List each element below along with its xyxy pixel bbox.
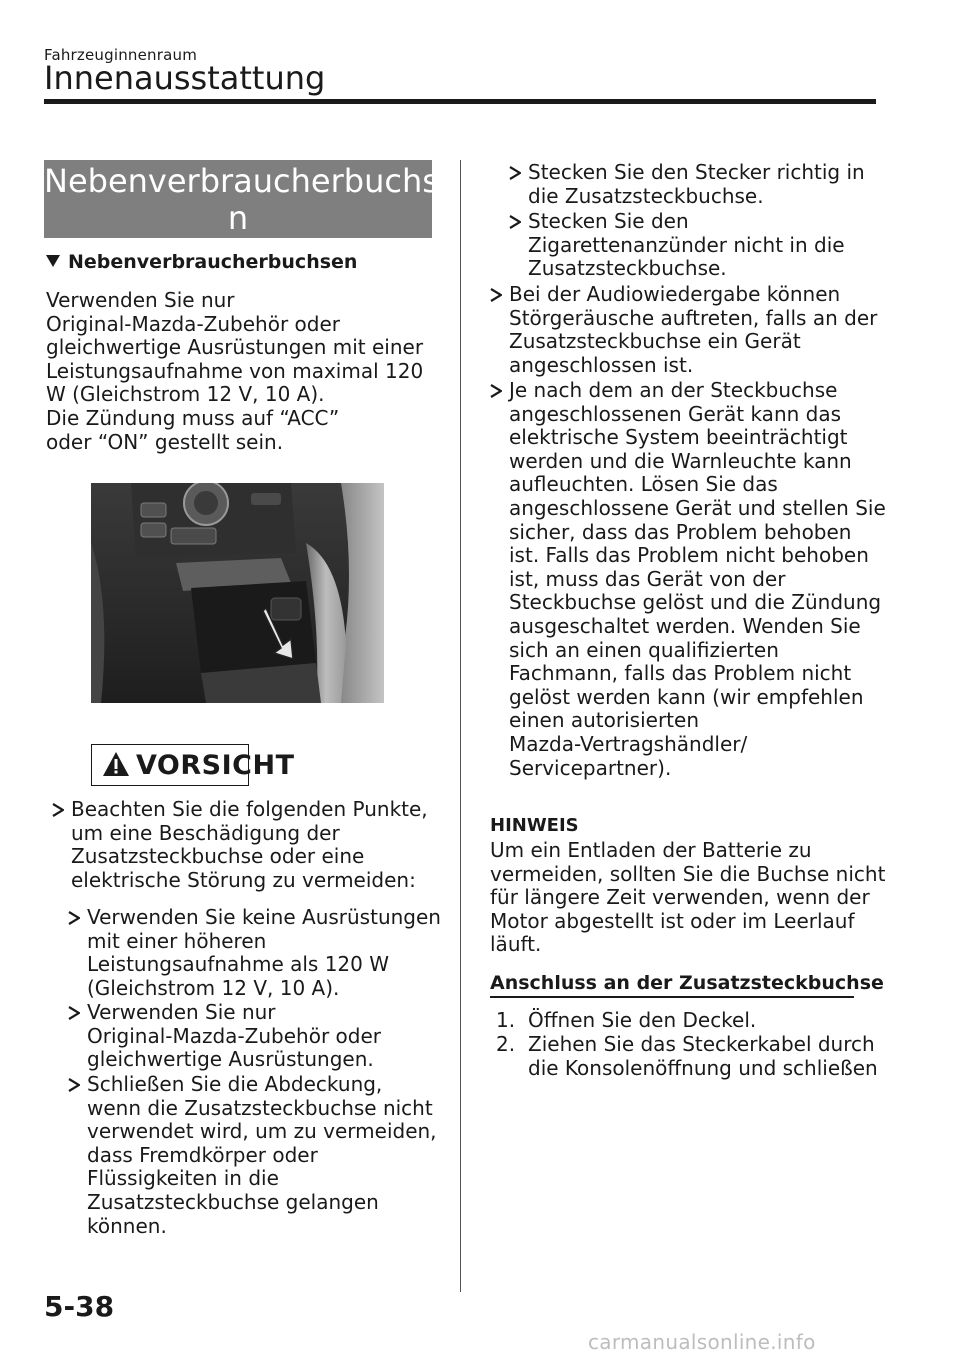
bullet-line: ist. Falls das Problem nicht behoben — [509, 543, 869, 568]
step-2 — [496, 1033, 878, 1080]
bullet-line: Servicepartner). — [509, 755, 672, 780]
intro-paragraph — [46, 289, 423, 454]
step-number: 1. — [496, 1008, 516, 1032]
arrow-bullet-icon — [68, 1001, 86, 1020]
bullet-line: Zusatzsteckbuchse oder eine — [71, 844, 365, 869]
step-number: 2. — [496, 1032, 516, 1056]
caution-bullet-main — [52, 798, 428, 892]
bullet-line: angeschlossenen Gerät kann das — [509, 401, 842, 426]
note-line: Motor abgestellt ist oder im Leerlauf — [490, 908, 855, 933]
chapter-label: Fahrzeuginnenraum — [44, 46, 198, 64]
subsection-heading: Anschluss an der Zusatzsteckbuchse — [490, 972, 884, 994]
bullet-line: mit einer höheren — [87, 928, 267, 953]
bullet-line: Flüssigkeiten in die — [87, 1166, 279, 1191]
bullet-line: gelöst werden kann (wir empfehlen — [509, 684, 864, 709]
section-title-line-2: n — [227, 199, 249, 237]
bullet-line: angeschlossene Gerät und stellen Sie — [509, 495, 886, 520]
bullet-line: Zusatzsteckbuchse ein Gerät — [509, 329, 801, 354]
step-line: die Konsolenöffnung und schließen — [528, 1055, 878, 1080]
subheading-text: Nebenverbraucherbuchsen — [68, 251, 358, 273]
intro-line: Leistungsaufnahme von maximal 120 — [46, 358, 424, 383]
bullet-line: angeschlossen ist. — [509, 352, 694, 377]
page-title: Innenausstattung — [44, 59, 326, 97]
bullet-line: Original-Mazda-Zubehör oder — [87, 1023, 381, 1048]
caution-label: VORSICHT — [136, 750, 295, 781]
bullet-line: verwendet wird, um zu vermeiden, — [87, 1119, 437, 1144]
bullet-line: um eine Beschädigung der — [71, 820, 340, 845]
bullet-line: werden und die Warnleuchte kann — [509, 448, 852, 473]
arrow-bullet-icon — [509, 161, 527, 180]
note-label: HINWEIS — [490, 815, 579, 836]
console-illustration — [91, 483, 384, 703]
page-number: 5-38 — [44, 1290, 115, 1323]
bullet-line: Störgeräusche auftreten, falls an der — [509, 305, 878, 330]
bullet-line: wenn die Zusatzsteckbuchse nicht — [87, 1095, 433, 1120]
caution-sub-bullet-2 — [68, 1001, 381, 1072]
intro-line: W (Gleichstrom 12 V, 10 A). — [46, 382, 325, 407]
note-line: für längere Zeit verwenden, wenn der — [490, 885, 870, 910]
bullet-line: Verwenden Sie keine Ausrüstungen — [87, 905, 441, 929]
bullet-line: sich an einen qualifizierten — [509, 637, 779, 662]
triangle-down-icon — [46, 255, 60, 267]
note-line: Um ein Entladen der Batterie zu — [490, 838, 812, 862]
arrow-bullet-icon — [490, 379, 508, 398]
bullet-line: aufleuchten. Lösen Sie das — [509, 472, 778, 497]
step-line: Öffnen Sie den Deckel. — [528, 1008, 757, 1032]
arrow-bullet-icon — [52, 798, 70, 817]
note-line: läuft. — [490, 932, 542, 957]
warning-triangle-icon — [102, 751, 130, 777]
intro-line: Die Zündung muss auf “ACC” — [46, 405, 340, 430]
bullet-line: elektrische Störung zu vermeiden: — [71, 867, 416, 892]
caution-sub-bullet-1 — [68, 906, 441, 1000]
arrow-bullet-icon — [68, 906, 86, 925]
watermark: carmanualsonline.info — [588, 1330, 816, 1354]
arrow-bullet-icon — [490, 283, 508, 302]
bullet-line: gleichwertige Ausrüstungen. — [87, 1047, 374, 1072]
step-line: Ziehen Sie das Steckerkabel durch — [528, 1032, 875, 1056]
arrow-bullet-icon — [68, 1073, 86, 1092]
note-line: vermeiden, sollten Sie die Buchse nicht — [490, 861, 886, 886]
bullet-line: ist, muss das Gerät von der — [509, 566, 786, 591]
bullet-line: Stecken Sie den Stecker richtig in — [528, 160, 865, 184]
bullet-line: dass Fremdkörper oder — [87, 1142, 318, 1167]
bullet-line: elektrische System beeinträchtigt — [509, 425, 848, 450]
bullet-line: Steckbuchse gelöst und die Zündung — [509, 590, 882, 615]
caution-sub-bullet-4 — [509, 161, 865, 208]
subsection-rule — [490, 996, 854, 998]
bullet-line: Mazda-Vertragshändler/ — [509, 731, 748, 756]
caution-sub-bullet-3 — [68, 1073, 437, 1238]
arrow-bullet-icon — [509, 210, 527, 229]
section-title-line-1: Nebenverbraucherbuchse — [44, 162, 459, 200]
bullet-line: Schließen Sie die Abdeckung, — [87, 1072, 383, 1096]
bullet-line: Leistungsaufnahme als 120 W — [87, 952, 390, 977]
caution-bullet-3 — [490, 379, 886, 780]
bullet-line: Je nach dem an der Steckbuchse — [509, 378, 838, 402]
step-1 — [496, 1009, 756, 1033]
bullet-line: (Gleichstrom 12 V, 10 A). — [87, 975, 340, 1000]
section-banner — [44, 160, 459, 238]
bullet-line: einen autorisierten — [509, 708, 699, 733]
bullet-line: Zusatzsteckbuchse gelangen — [87, 1189, 379, 1214]
bullet-line: können. — [87, 1213, 167, 1238]
intro-line: Verwenden Sie nur — [46, 288, 235, 312]
bullet-line: Bei der Audiowiedergabe können — [509, 282, 841, 306]
intro-line: Original-Mazda-Zubehör oder — [46, 311, 340, 336]
intro-line: oder “ON” gestellt sein. — [46, 429, 284, 454]
bullet-line: die Zusatzsteckbuchse. — [528, 183, 764, 208]
header-rule — [44, 99, 876, 104]
console-socket-photo — [91, 483, 384, 703]
intro-line: gleichwertige Ausrüstungen mit einer — [46, 335, 424, 360]
subheading — [46, 251, 357, 273]
bullet-line: sicher, dass das Problem behoben — [509, 519, 852, 544]
bullet-line: Zigarettenanzünder nicht in die — [528, 232, 845, 257]
bullet-line: ausgeschaltet werden. Wenden Sie — [509, 613, 861, 638]
note-paragraph — [490, 839, 885, 957]
caution-sub-bullet-5 — [509, 210, 845, 281]
bullet-line: Beachten Sie die folgenden Punkte, — [71, 797, 428, 821]
bullet-line: Zusatzsteckbuchse. — [528, 256, 727, 281]
column-divider — [460, 160, 461, 1292]
bullet-line: Stecken Sie den — [528, 209, 689, 233]
caution-box — [91, 744, 295, 786]
bullet-line: Fachmann, falls das Problem nicht — [509, 661, 852, 686]
caution-bullet-2 — [490, 283, 877, 377]
bullet-line: Verwenden Sie nur — [87, 1000, 276, 1024]
